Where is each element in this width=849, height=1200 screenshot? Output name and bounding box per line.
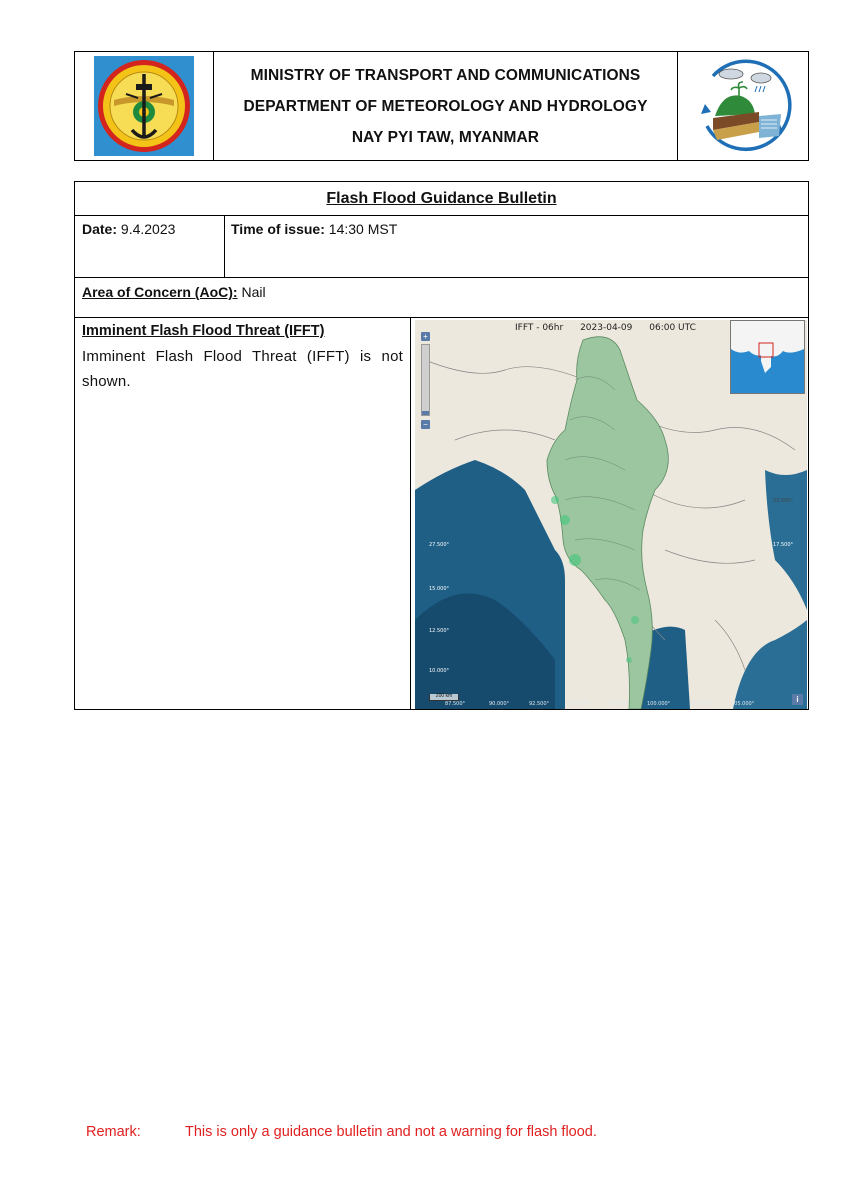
zoom-slider[interactable]	[421, 344, 430, 416]
ifft-map[interactable]	[415, 320, 807, 709]
document-header	[74, 51, 809, 161]
location-name: NAY PYI TAW, MYANMAR	[351, 128, 540, 146]
time-cell	[225, 216, 808, 277]
ministry-emblem-icon	[92, 54, 196, 158]
remark-label: Remark:	[86, 1124, 141, 1140]
ifft-title: Imminent Flash Flood Threat (IFFT)	[82, 323, 325, 339]
date-label: Date:	[82, 221, 118, 237]
map-product: IFFT - 06hr	[515, 323, 564, 333]
lon-label: 95.000°	[569, 701, 589, 707]
lon-label: 87.500°	[445, 701, 465, 707]
time-label: Time of issue:	[231, 221, 325, 237]
lat-label: 10.000°	[429, 668, 449, 674]
remark-text: This is only a guidance bulletin and not a warning for flash flood.	[185, 1124, 597, 1140]
ifft-cell	[75, 318, 411, 709]
dmh-logo-cell	[678, 52, 808, 160]
bulletin-title-row	[75, 182, 808, 216]
lat-label: 27.500°	[429, 542, 449, 548]
zoom-in-button[interactable]: +	[421, 332, 430, 341]
header-text	[214, 52, 679, 160]
ministry-emblem-cell	[75, 52, 214, 160]
overview-inset-map[interactable]	[730, 320, 805, 394]
overview-map-icon	[731, 321, 804, 393]
time-value: 14:30 MST	[328, 221, 398, 237]
map-caption	[515, 323, 710, 333]
map-date: 2023-04-09	[580, 323, 633, 333]
lon-label: 90.000°	[489, 701, 509, 707]
aoc-value: Nail	[241, 284, 266, 300]
lon-label: 97.500°	[609, 701, 629, 707]
area-of-concern-row	[75, 278, 808, 318]
lat-label: 22.500°	[773, 498, 793, 504]
date-time-row	[75, 216, 808, 278]
map-time: 06:00 UTC	[649, 323, 696, 333]
ministry-name: MINISTRY OF TRANSPORT AND COMMUNICATIONS	[250, 66, 641, 84]
lat-label: 12.500°	[429, 628, 449, 634]
lon-label: 100.000°	[647, 701, 671, 707]
bulletin-table	[74, 181, 809, 710]
hydrological-cycle-icon	[693, 56, 793, 156]
lat-label: 17.500°	[773, 542, 793, 548]
lat-label: 15.000°	[429, 586, 449, 592]
department-name: DEPARTMENT OF METEOROLOGY AND HYDROLOGY	[243, 97, 648, 115]
bulletin-title: Flash Flood Guidance Bulletin	[326, 189, 557, 207]
lon-label: 102.500°	[689, 701, 713, 707]
ifft-text: Imminent Flash Flood Threat (IFFT) is not shown.	[82, 348, 403, 390]
date-cell	[75, 216, 225, 277]
zoom-out-button[interactable]: −	[421, 420, 430, 429]
lon-label: 92.500°	[529, 701, 549, 707]
map-info-button[interactable]: i	[792, 694, 803, 705]
lon-label: 105.000°	[731, 701, 755, 707]
map-scale-bar: 200 km	[429, 694, 459, 701]
aoc-label: Area of Concern (AoC):	[82, 284, 238, 300]
date-value: 9.4.2023	[120, 221, 176, 237]
